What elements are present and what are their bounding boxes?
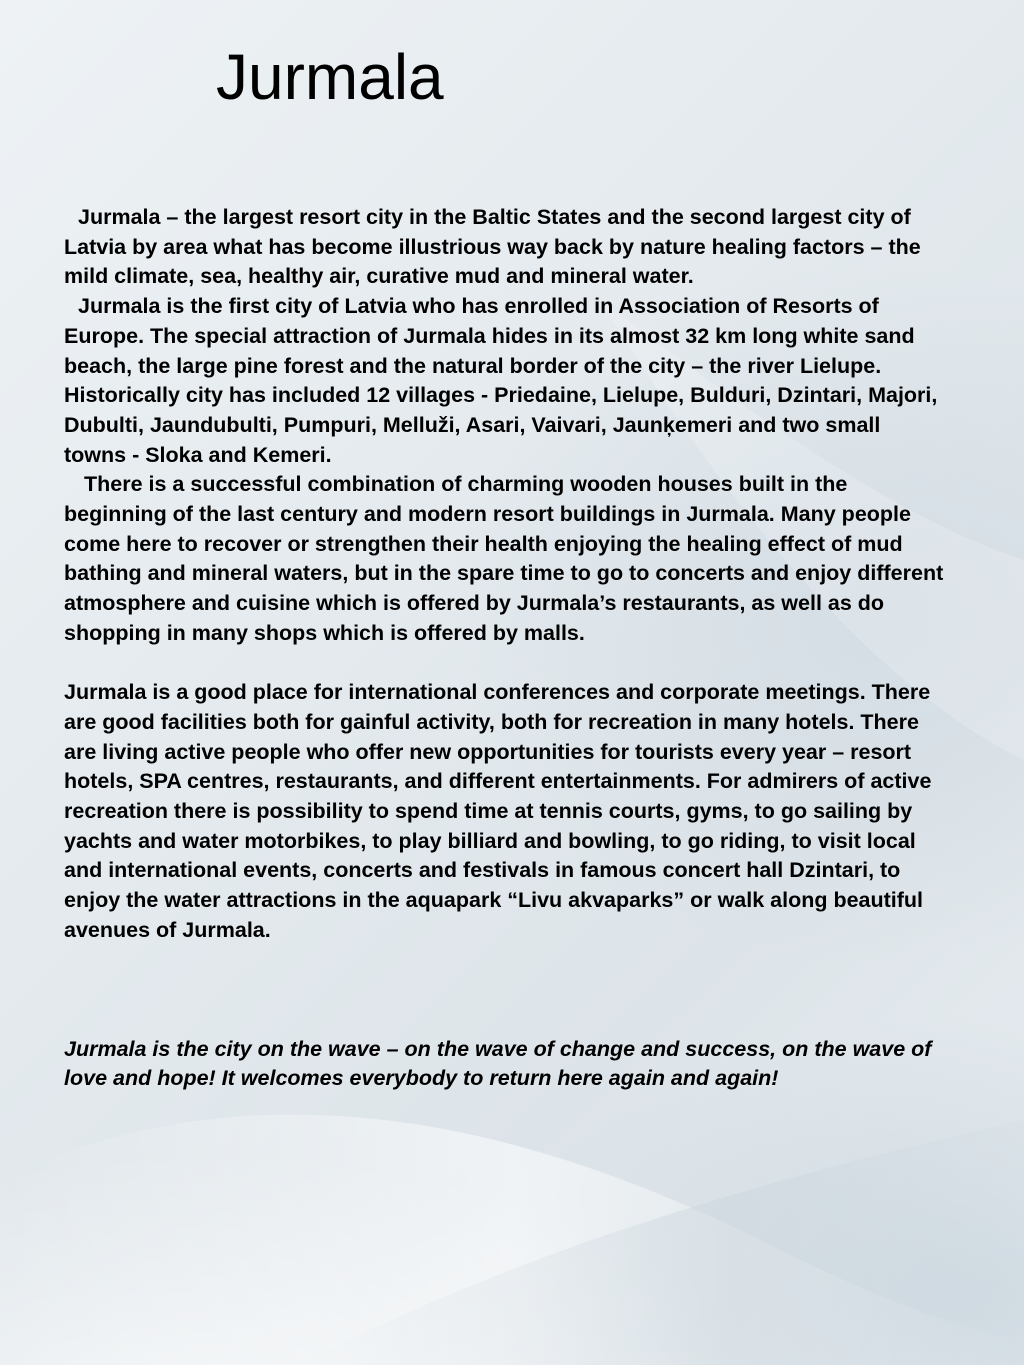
paragraph-conferences: Jurmala is a good place for international conferences and corporate meetings. There are good facilities both for gainful activity, both for recreation in many hotels. There are living active people who offer new opportunities for tourists every year – resort hotels, SPA centres, restaurants, and different entertainments. For admirers of active recreation there is possibility to spend time at tennis courts, gyms, to go sailing by yachts and water motorbikes, to play billiard and bowling, to go riding, to visit local and international events, concerts and festivals in famous concert hall Dzintari, to enjoy the water attractions in the aquapark “Livu akvaparks” or walk along beautiful avenues of Jurmala.: [64, 680, 932, 942]
paragraph-spacer: [64, 649, 944, 679]
page-title: Jurmala: [216, 41, 444, 113]
paragraph-attractions: There is a successful combination of charming wooden houses built in the beginning of the last century and modern resort buildings in Jurmala. Many people come here to recover or strengthen their health enjoying the healing effect of mud bathing and mineral waters, but in the spare time to go to concerts and enjoy different atmosphere and cuisine which is offered by Jurmala’s restaurants, as well as do shopping in many shops which is offered by malls.: [64, 472, 944, 645]
paragraph-history: Jurmala is the first city of Latvia who has enrolled in Association of Resorts of Europe. The special attraction of Jurmala hides in its almost 32 km long white sand beach, the large pine forest and the natural border of the city – the river Lielupe. Historically city has included 12 villages - Priedaine, Lielupe, Bulduri, Dzintari, Majori, Dubulti, Jaundubulti, Pumpuri, Melluži, Asari, Vaivari, Jaunķemeri and two small towns - Sloka and Kemeri.: [64, 294, 938, 467]
paragraph-intro: Jurmala – the largest resort city in the Baltic States and the second largest city of Latvia by area what has become illustrious way back by nature healing factors – the mild climate, sea, healthy air, curative mud and mineral water.: [64, 205, 921, 289]
paragraph-spacer-large: [64, 946, 944, 1035]
body-text: [64, 203, 944, 1094]
closing-statement: Jurmala is the city on the wave – on the wave of change and success, on the wave of love and hope! It welcomes everybody to return here again and again!: [64, 1036, 932, 1091]
